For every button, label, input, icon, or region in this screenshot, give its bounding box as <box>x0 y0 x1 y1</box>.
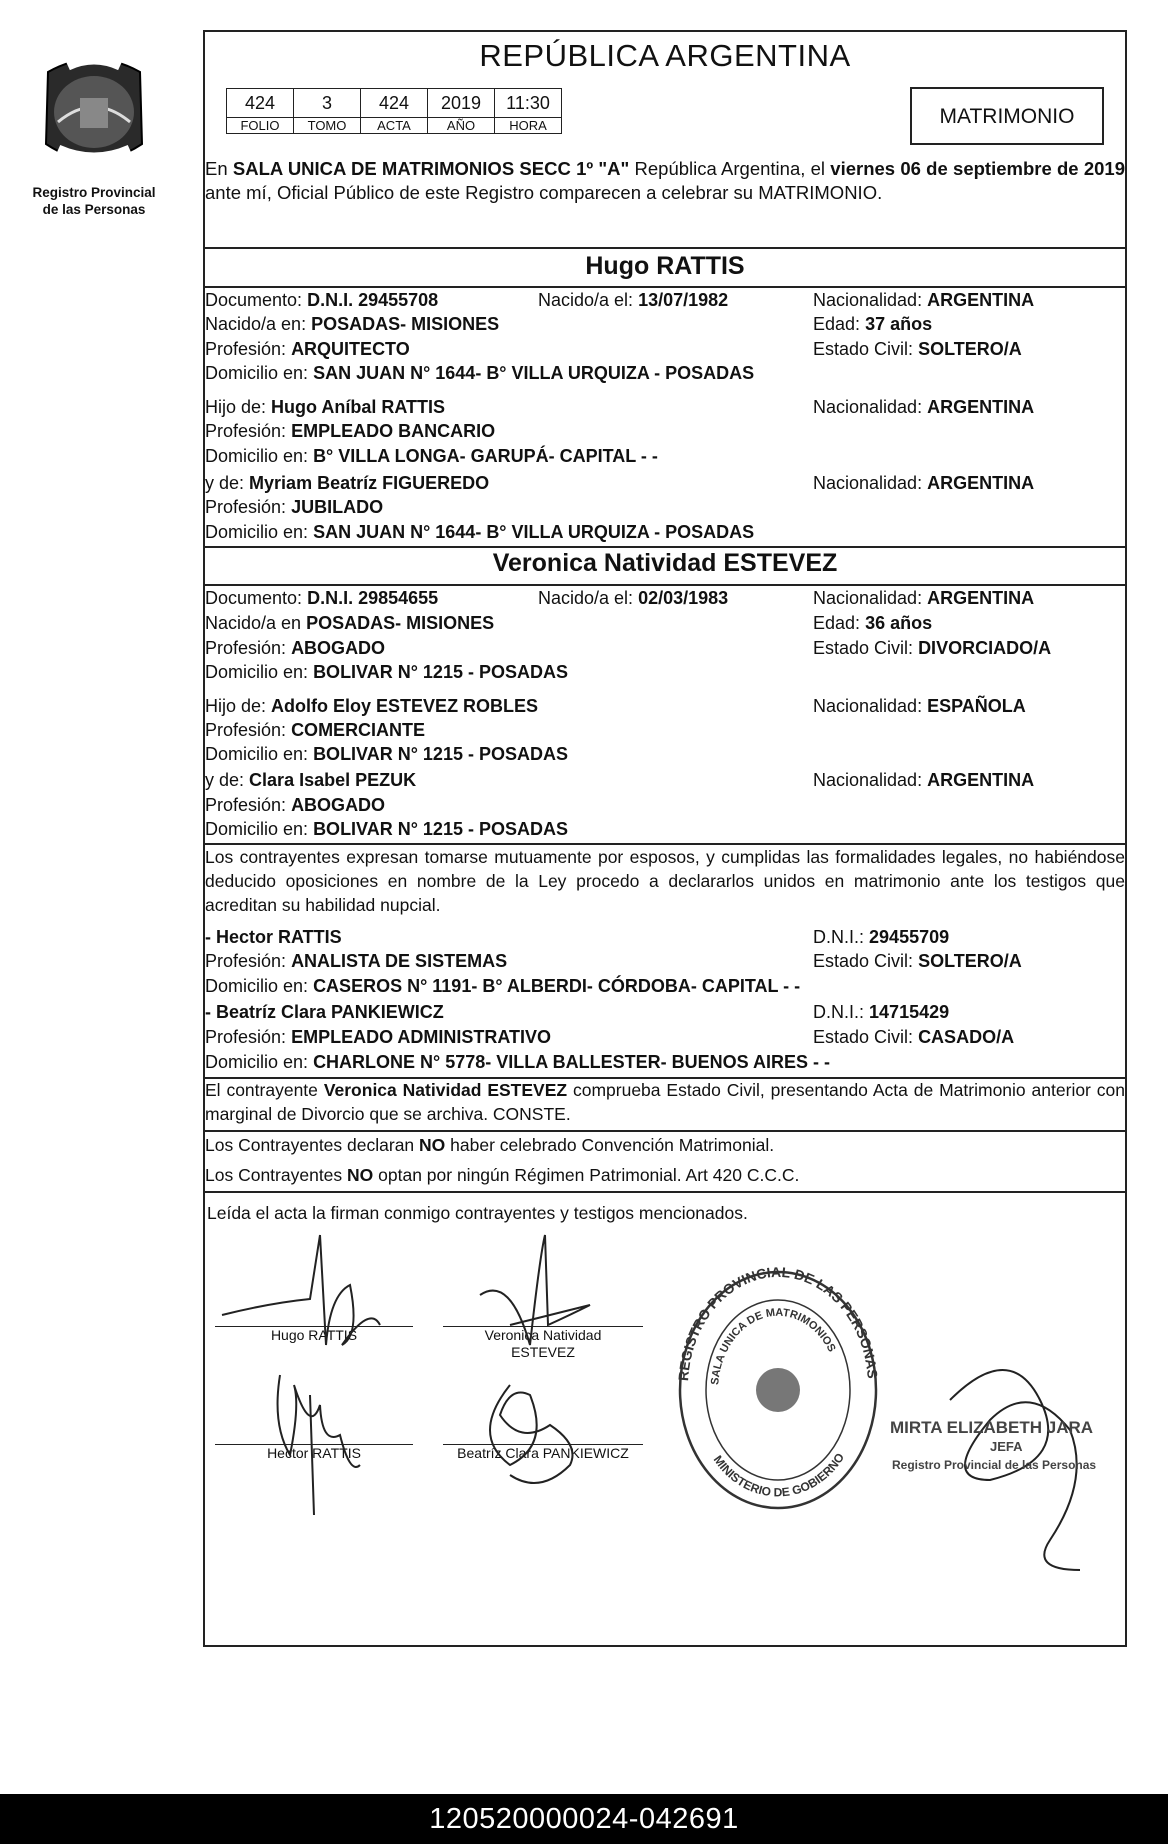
groom-civil-status: Estado Civil: SOLTERO/A <box>813 339 1022 359</box>
official-role: JEFA <box>990 1439 1023 1454</box>
acta-value: 424 <box>361 89 428 118</box>
witness1-address: Domicilio en: CASEROS N° 1191- B° ALBERDI- CÓRDOBA- CAPITAL - - <box>205 976 801 996</box>
tomo-label: TOMO <box>294 118 361 134</box>
bride-civil-status: Estado Civil: DIVORCIADO/A <box>813 638 1052 658</box>
groom-father-address: Domicilio en: B° VILLA LONGA- GARUPÁ- CAPITAL - - <box>205 446 658 466</box>
groom-document: Documento: D.N.I. 29455708 <box>205 290 439 310</box>
document-title: REPÚBLICA ARGENTINA <box>479 38 851 73</box>
groom-birthdate: Nacido/a el: 13/07/1982 <box>538 290 729 310</box>
groom-signature-scribble <box>222 1235 380 1345</box>
closing-statement: Leída el acta la firman conmigo contrayentes y testigos mencionados. <box>207 1203 748 1223</box>
groom-nationality: Nacionalidad: ARGENTINA <box>813 290 1035 310</box>
bride-mother: y de: Clara Isabel PEZUK <box>205 770 417 790</box>
witness2-signature-scribble <box>490 1385 573 1483</box>
witness2-signature-label: Beatríz Clara PANKIEWICZ <box>457 1445 629 1461</box>
year-value: 2019 <box>428 89 495 118</box>
witness2-civil-status: Estado Civil: CASADO/A <box>813 1027 1015 1047</box>
folio-value: 424 <box>227 89 294 118</box>
divider <box>203 247 1127 249</box>
stamp-bottom-text: MINISTERIO DE GOBIERNO <box>710 1450 848 1500</box>
bride-address: Domicilio en: BOLIVAR N° 1215 - POSADAS <box>205 662 568 682</box>
regime-statement: Los Contrayentes NO optan por ningún Régimen Patrimonial. Art 420 C.C.C. <box>205 1165 800 1185</box>
logo-caption-line2: de las Personas <box>42 202 146 217</box>
groom-father-nationality: Nacionalidad: ARGENTINA <box>813 397 1035 417</box>
tomo-value: 3 <box>294 89 361 118</box>
bride-mother-nationality: Nacionalidad: ARGENTINA <box>813 770 1035 790</box>
bride-signature-scribble <box>480 1235 590 1345</box>
bride-document: Documento: D.N.I. 29854655 <box>205 588 439 608</box>
registry-table <box>226 88 562 134</box>
bride-mother-profession: Profesión: ABOGADO <box>205 795 386 815</box>
bride-signature-label-line2: ESTEVEZ <box>511 1344 575 1360</box>
groom-mother-nationality: Nacionalidad: ARGENTINA <box>813 473 1035 493</box>
witness1-signature-scribble <box>278 1375 360 1515</box>
bride-signature-label-line1: Veronica Natividad <box>484 1327 602 1343</box>
groom-father-profession: Profesión: EMPLEADO BANCARIO <box>205 421 496 441</box>
divider <box>203 546 1127 548</box>
convention-statement: Los Contrayentes declaran NO haber celebrado Convención Matrimonial. <box>205 1135 775 1155</box>
bride-mother-address: Domicilio en: BOLIVAR N° 1215 - POSADAS <box>205 819 568 839</box>
groom-age: Edad: 37 años <box>813 314 933 334</box>
witness2-name: - Beatríz Clara PANKIEWICZ <box>205 1002 444 1022</box>
intro-paragraph: En SALA UNICA DE MATRIMONIOS SECC 1º "A" República Argentina, el viernes 06 de septiembre de 2019 ante mí, Oficial Público de este Registro comparecen a celebrar su MATRIMONIO. <box>205 158 1125 203</box>
folio-label: FOLIO <box>227 118 294 134</box>
official-stamp <box>668 1260 888 1520</box>
act-type-box: MATRIMONIO <box>910 87 1104 145</box>
groom-signature-label: Hugo RATTIS <box>270 1327 358 1343</box>
stamp-inner-text: SALA UNICA DE MATRIMONIOS <box>709 1306 838 1386</box>
official-name: MIRTA ELIZABETH JARA <box>890 1418 1094 1437</box>
divider <box>203 1130 1127 1132</box>
acta-label: ACTA <box>361 118 428 134</box>
logo-caption <box>18 184 170 218</box>
groom-profession: Profesión: ARQUITECTO <box>205 339 410 359</box>
hour-value: 11:30 <box>495 89 562 118</box>
witness1-dni: D.N.I.: 29455709 <box>813 927 950 947</box>
logo-caption-line1: Registro Provincial <box>32 185 156 200</box>
civil-status-note: El contrayente Veronica Natividad ESTEVEZ comprueba Estado Civil, presentando Acta de Matrimonio anterior con marginal de Divorcio que se archiva. CONSTE. <box>205 1080 1125 1124</box>
divider <box>203 1191 1127 1193</box>
bride-nationality: Nacionalidad: ARGENTINA <box>813 588 1035 608</box>
groom-mother-profession: Profesión: JUBILADO <box>205 497 384 517</box>
hour-label: HORA <box>495 118 562 134</box>
witness1-signature-label: Hector RATTIS <box>267 1445 361 1461</box>
barcode-number-bar: 120520000024-042691 <box>0 1794 1168 1844</box>
handwritten-signatures <box>210 1195 670 1535</box>
bride-birthdate: Nacido/a el: 02/03/1983 <box>538 588 729 608</box>
bride-birthplace: Nacido/a en POSADAS- MISIONES <box>205 613 495 633</box>
declaration-paragraph: Los contrayentes expresan tomarse mutuamente por esposos, y cumplidas las formalidades legales, no habiéndose deducido oposiciones en nombre de la Ley procedo a declararlos unidos en matrimonio ante los testigos que acreditan su habilidad nupcial. <box>205 847 1125 915</box>
bride-father: Hijo de: Adolfo Eloy ESTEVEZ ROBLES <box>205 696 539 716</box>
witness1-profession: Profesión: ANALISTA DE SISTEMAS <box>205 951 508 971</box>
witness2-dni: D.N.I.: 14715429 <box>813 1002 950 1022</box>
groom-name-heading: Hugo RATTIS <box>585 252 745 280</box>
bride-age: Edad: 36 años <box>813 613 933 633</box>
witness1-name: - Hector RATTIS <box>205 927 342 947</box>
official-office: Registro Provincial de las Personas <box>892 1458 1097 1472</box>
bride-father-nationality: Nacionalidad: ESPAÑOLA <box>813 696 1026 716</box>
groom-father: Hijo de: Hugo Aníbal RATTIS <box>205 397 446 417</box>
witness2-profession: Profesión: EMPLEADO ADMINISTRATIVO <box>205 1027 552 1047</box>
groom-address: Domicilio en: SAN JUAN N° 1644- B° VILLA URQUIZA - POSADAS <box>205 363 755 383</box>
stamp-outer-text: REGISTRO PROVINCIAL DE LAS PERSONAS <box>675 1263 881 1382</box>
groom-mother: y de: Myriam Beatríz FIGUEREDO <box>205 473 490 493</box>
year-label: AÑO <box>428 118 495 134</box>
groom-birthplace: Nacido/a en: POSADAS- MISIONES <box>205 314 500 334</box>
groom-mother-address: Domicilio en: SAN JUAN N° 1644- B° VILLA URQUIZA - POSADAS <box>205 522 755 542</box>
bride-father-profession: Profesión: COMERCIANTE <box>205 720 426 740</box>
stamp-emblem <box>756 1368 800 1412</box>
witness1-civil-status: Estado Civil: SOLTERO/A <box>813 951 1022 971</box>
bride-father-address: Domicilio en: BOLIVAR N° 1215 - POSADAS <box>205 744 568 764</box>
witness2-address: Domicilio en: CHARLONE N° 5778- VILLA BALLESTER- BUENOS AIRES - - <box>205 1052 830 1072</box>
bride-name-heading: Veronica Natividad ESTEVEZ <box>492 549 838 577</box>
bride-profession: Profesión: ABOGADO <box>205 638 386 658</box>
province-emblem <box>28 52 160 172</box>
